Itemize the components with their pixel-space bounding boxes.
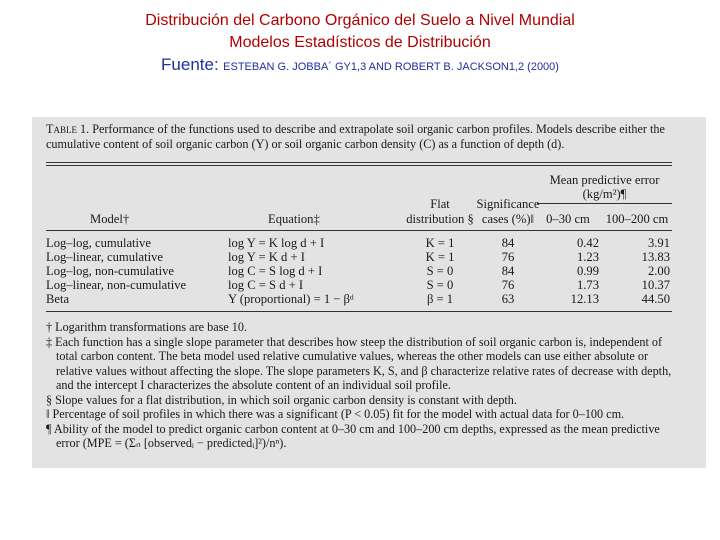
table-top-rule-double (46, 165, 672, 166)
row-significance: 76 (501, 278, 515, 292)
row-model: Log–log, cumulative (46, 236, 151, 250)
header-mpe-100-200: 100–200 cm (605, 212, 669, 226)
table-image-panel (32, 117, 706, 468)
source-citation (0, 54, 720, 78)
table-top-rule (46, 162, 672, 163)
row-model: Log–linear, non-cumulative (46, 278, 187, 292)
row-model: Log–linear, cumulative (46, 250, 163, 264)
row-flat-distribution: S = 0 (426, 264, 454, 278)
row-equation: Y (proportional) = 1 − βᵈ (228, 292, 354, 306)
slide-title-line-2: Modelos Estadísticos de Distribución (229, 34, 491, 51)
footnote: † Logarithm transformations are base 10. (46, 320, 248, 334)
header-mpe-rule (537, 203, 672, 204)
row-mpe-0-30: 0.42 (576, 236, 599, 250)
source-label: Fuente: (161, 55, 219, 74)
row-significance: 63 (501, 292, 515, 306)
row-flat-distribution: S = 0 (426, 278, 454, 292)
source-authors: ESTEBAN G. JOBBA´ GY1,3 AND ROBERT B. JACKSON1,2 (2000) (223, 61, 559, 73)
row-mpe-0-30: 0.99 (576, 264, 599, 278)
header-mpe-0-30: 0–30 cm (546, 212, 590, 226)
row-flat-distribution: β = 1 (426, 292, 454, 306)
row-flat-distribution: K = 1 (425, 250, 455, 264)
row-mpe-0-30: 1.23 (576, 250, 599, 264)
row-equation: log Y = K d + I (228, 250, 305, 264)
footnote: ¶ Ability of the model to predict organic carbon content at 0–30 cm and 100–200 cm depths, expressed as the mean predictive error (MPE = (Σₙ [observedᵢ − predictedᵢ]²)/nⁿ). (46, 421, 660, 450)
row-model: Log–log, non-cumulative (46, 264, 175, 278)
header-mpe-line-2: (kg/m²)¶ (582, 187, 627, 201)
row-mpe-100-200: 3.91 (647, 236, 670, 250)
header-flat-line-1: Flat (430, 197, 450, 211)
header-significance-line-2: cases (%)‖ (481, 212, 535, 226)
table-caption-text: Performance of the functions used to describe and extrapolate soil organic carbon profiles. Models describe either the cumulative content of soil organic carbon (Y) or soil organic carbon density (C) as a function of depth (d). (46, 122, 665, 151)
row-significance: 76 (501, 250, 515, 264)
row-model: Beta (46, 292, 70, 306)
table-bottom-rule (46, 311, 672, 312)
row-mpe-100-200: 44.50 (641, 292, 670, 306)
row-mpe-0-30: 1.73 (576, 278, 599, 292)
row-equation: log C = S d + I (228, 278, 304, 292)
row-equation: log C = S log d + I (228, 264, 323, 278)
row-mpe-100-200: 13.83 (641, 250, 670, 264)
row-mpe-100-200: 2.00 (647, 264, 670, 278)
header-significance-line-1: Significance (476, 197, 540, 211)
header-mpe-line-1: Mean predictive error (549, 173, 660, 187)
table-header-rule (46, 230, 672, 231)
row-mpe-100-200: 10.37 (641, 278, 670, 292)
slide-header (0, 10, 720, 78)
row-significance: 84 (501, 264, 515, 278)
row-mpe-0-30: 12.13 (570, 292, 599, 306)
row-flat-distribution: K = 1 (425, 236, 455, 250)
header-equation: Equation‡ (268, 212, 320, 226)
footnote: ‖ Percentage of soil profiles in which there was a significant (P < 0.05) fit for the model with actual data for 0–100 cm. (46, 407, 625, 421)
table-footnotes (46, 320, 686, 451)
slide-title-line-1: Distribución del Carbono Orgánico del Suelo a Nivel Mundial (145, 12, 575, 29)
row-significance: 84 (501, 236, 515, 250)
header-model: Model† (90, 212, 130, 226)
table-caption-lead: Table 1. (46, 122, 90, 136)
header-flat-line-2: distribution § (406, 212, 474, 226)
row-equation: log Y = K log d + I (228, 236, 325, 250)
footnote: ‡ Each function has a single slope parameter that describes how steep the distribution of soil organic carbon is, independent of total carbon content. The beta model used relative cumulative values, whereas the other models can use either absolute or relative values without affecting the slope. The slope parameters K, S, and β characterize relative rates of decrease with depth, and the intercept I characterizes the absolute content of an individual soil profile. (46, 334, 672, 392)
footnote: § Slope values for a flat distribution, in which soil organic carbon density is constant with depth. (46, 392, 517, 407)
table-caption (46, 122, 696, 152)
